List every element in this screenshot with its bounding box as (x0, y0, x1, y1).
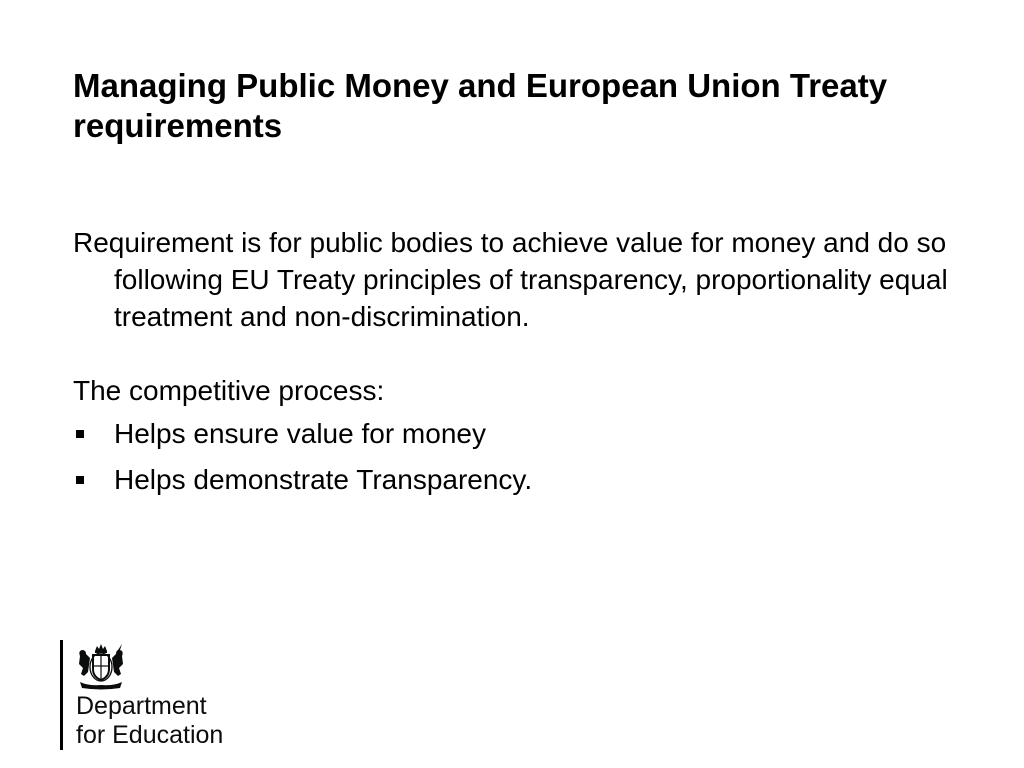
logo-line-for-education: for Education (76, 721, 224, 749)
paragraph-spacer (73, 335, 953, 372)
logo-rule (60, 640, 63, 750)
royal-coat-of-arms-icon (74, 642, 128, 690)
competitive-process-intro: The competitive process: (73, 375, 385, 406)
square-bullet-icon (76, 476, 84, 484)
bullet-text: Helps ensure value for money (114, 418, 486, 449)
slide-body (73, 224, 953, 507)
bullet-text: Helps demonstrate Transparency. (114, 464, 533, 495)
slide-title: Managing Public Money and European Union Treaty requirements (73, 67, 888, 144)
department-for-education-logo (60, 640, 260, 752)
list-item (73, 461, 953, 498)
bullet-list (73, 415, 953, 498)
logo-text (76, 692, 223, 750)
square-bullet-icon (76, 430, 84, 438)
list-item (73, 415, 953, 452)
logo-line-department: Department (76, 692, 207, 720)
requirement-paragraph: Requirement is for public bodies to achieve value for money and do so following EU Treaty principles of transparency, proportionality equal treatment and non-discrimination. (73, 227, 948, 332)
